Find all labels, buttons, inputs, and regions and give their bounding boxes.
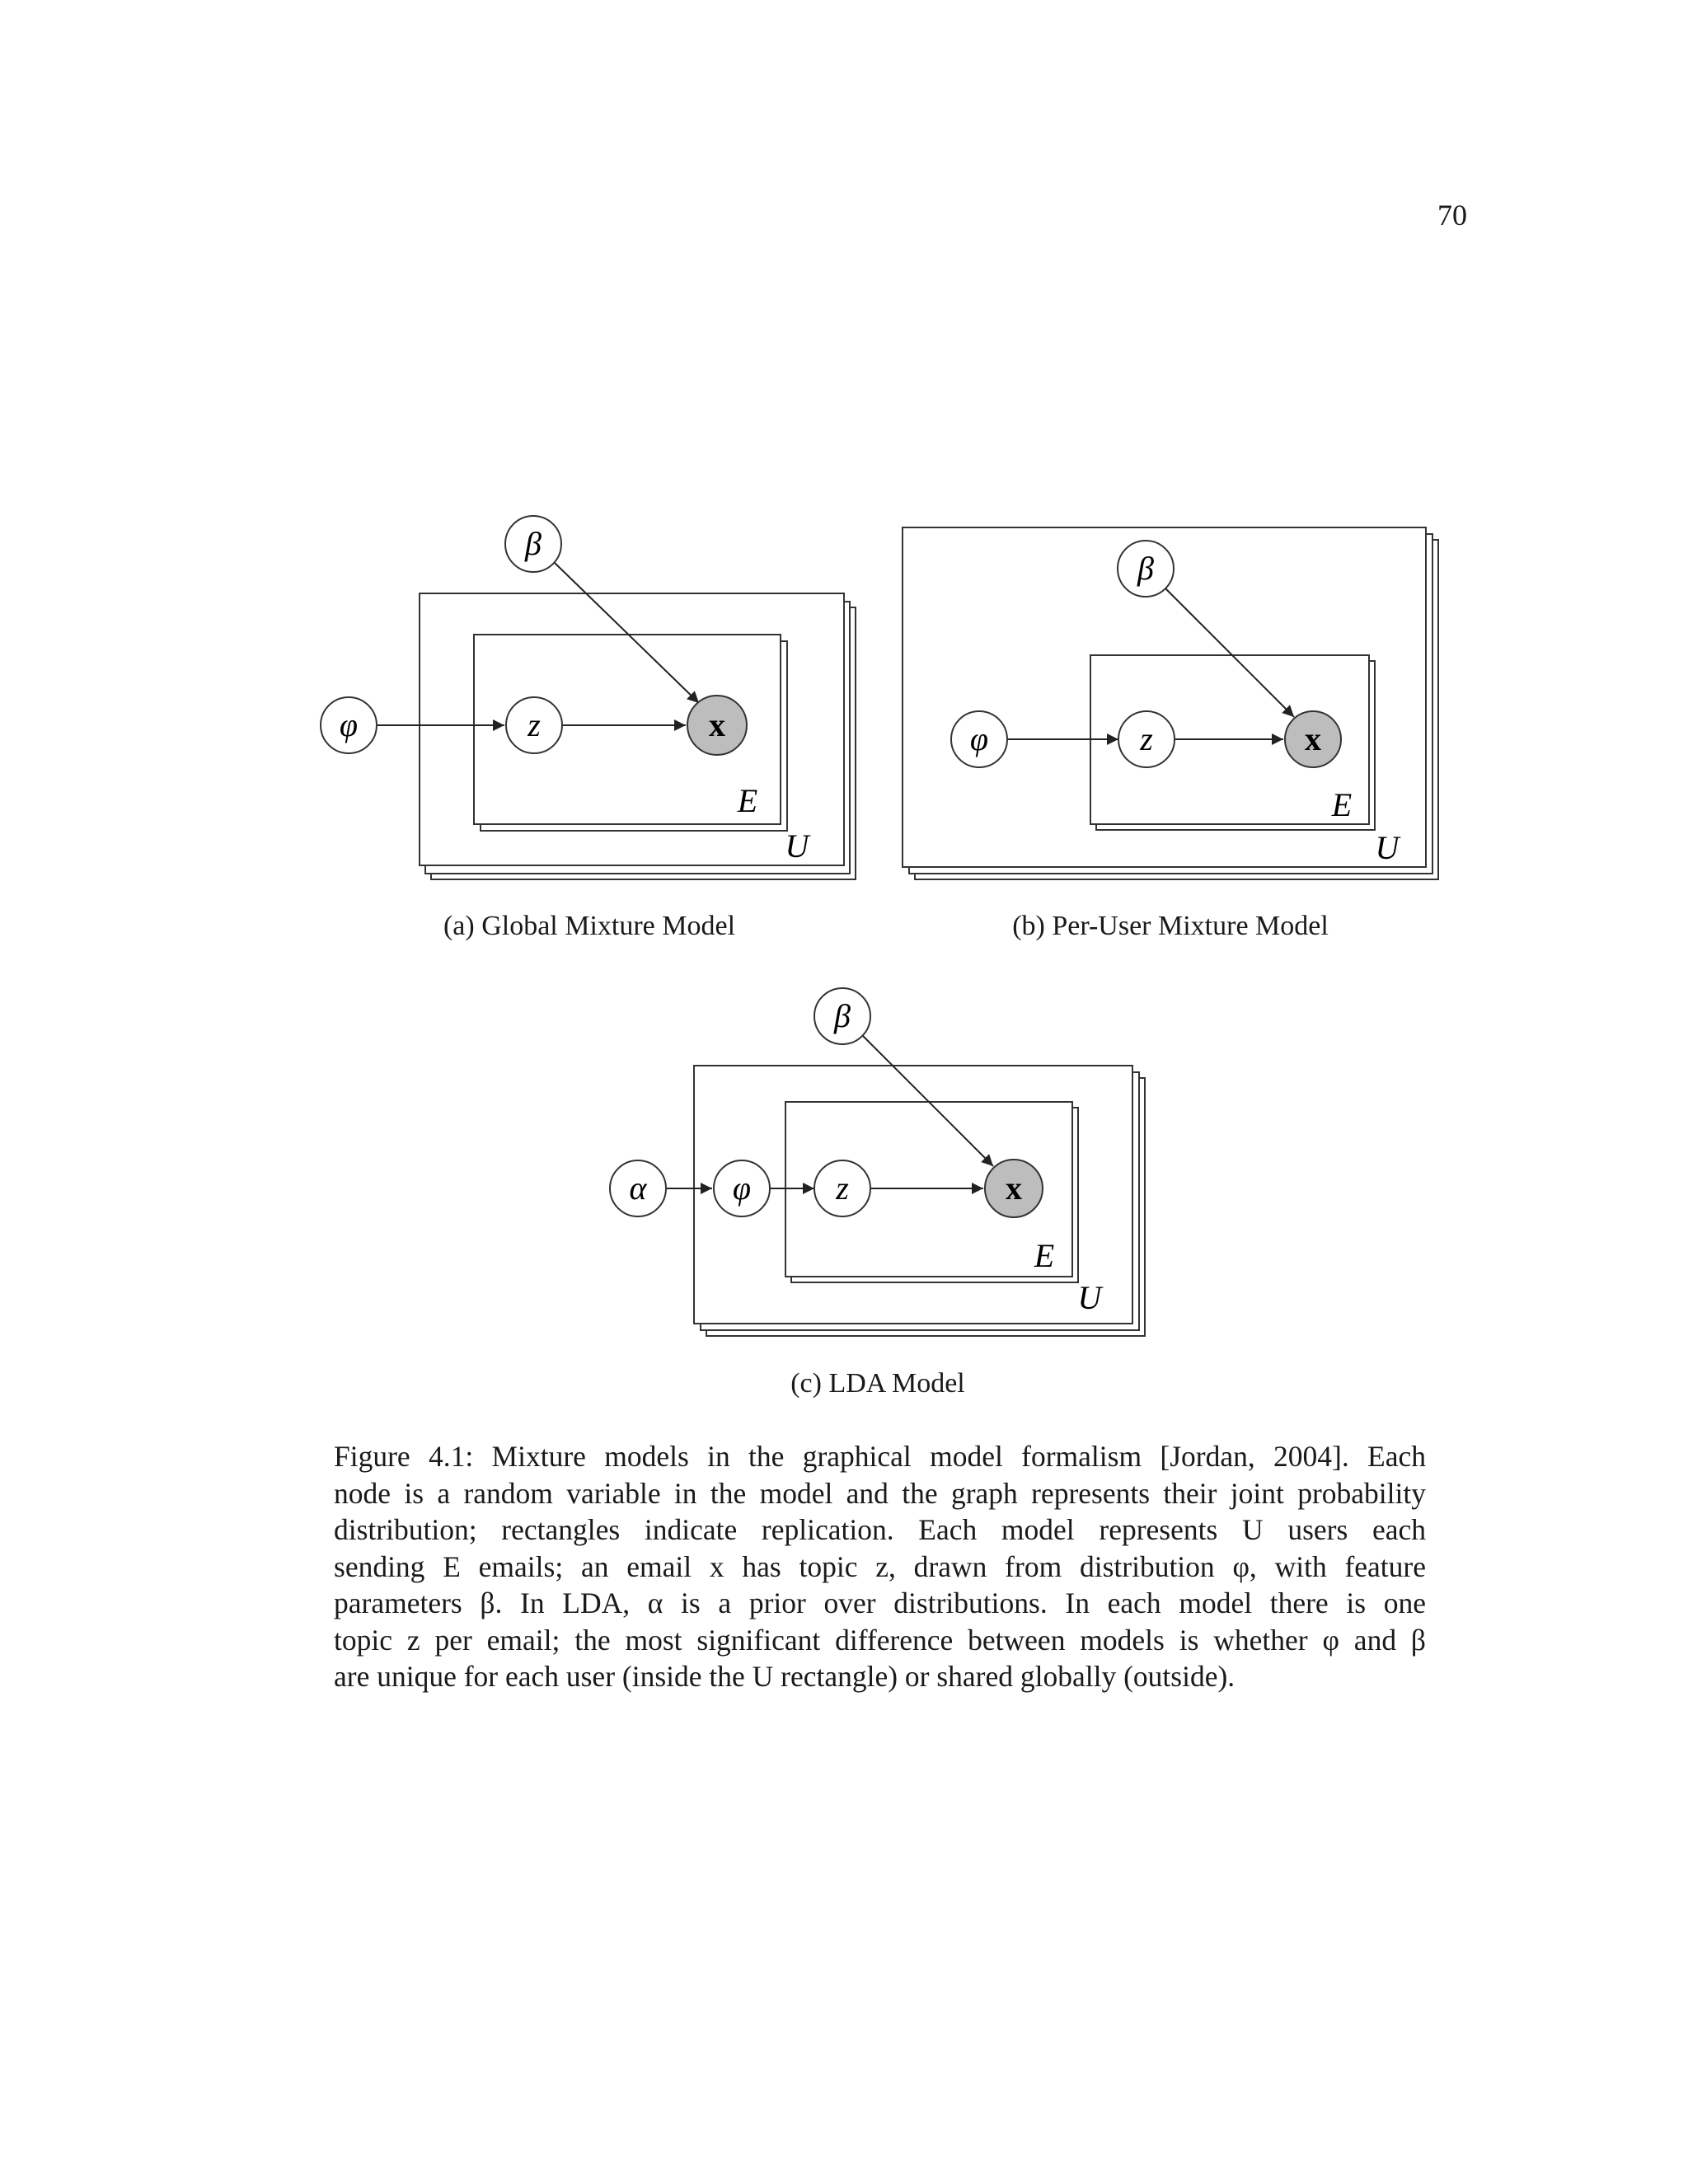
node-x-observed (985, 1160, 1043, 1217)
svg-text:α: α (629, 1169, 647, 1207)
figure-caption (334, 1438, 1426, 1695)
node-phi (951, 711, 1007, 767)
plate-label-e: E (1331, 786, 1353, 823)
caption-line: distribution; rectangles indicate replication. Each model represents U users each (334, 1513, 1426, 1546)
svg-text:β: β (525, 525, 542, 562)
svg-text:β: β (834, 997, 851, 1034)
caption-line: topic z per email; the most significant difference between models is whether φ and β (334, 1623, 1426, 1657)
node-x-observed (1285, 711, 1341, 767)
node-beta (505, 516, 561, 572)
node-x-observed (687, 696, 747, 755)
caption-line: parameters β. In LDA, α is a prior over distributions. In each model there is one (334, 1586, 1426, 1619)
plate-label-e: E (1034, 1237, 1055, 1274)
svg-text:x: x (1006, 1169, 1022, 1207)
plate-label-u: U (785, 827, 809, 865)
subcaption-c: (c) LDA Model (790, 1368, 965, 1399)
node-alpha (610, 1160, 666, 1216)
node-beta (814, 988, 870, 1044)
svg-text:β: β (1137, 550, 1154, 587)
node-z (506, 697, 562, 753)
diagram-per-user-mixture (890, 519, 1451, 890)
caption-line: are unique for each user (inside the U rectangle) or shared globally (outside). (334, 1660, 1236, 1693)
node-phi (321, 697, 377, 753)
plate-label-u: U (1375, 829, 1400, 866)
caption-line: sending E emails; an email x has topic z, drawn from distribution φ, with feature (334, 1549, 1426, 1583)
svg-text:φ: φ (969, 720, 989, 757)
node-z (814, 1160, 870, 1216)
svg-text:x: x (1305, 720, 1321, 757)
plate-label-u: U (1077, 1279, 1102, 1316)
diagram-lda (593, 981, 1162, 1343)
page-number: 70 (1437, 199, 1467, 232)
subcaption-a: (a) Global Mixture Model (443, 911, 736, 941)
node-beta (1118, 541, 1174, 597)
svg-text:z: z (836, 1169, 849, 1207)
node-z (1118, 711, 1175, 767)
plate-label-e: E (737, 782, 758, 819)
svg-text:φ: φ (339, 706, 359, 743)
svg-text:z: z (528, 706, 541, 743)
caption-line: node is a random variable in the model and the graph represents their joint probability (334, 1476, 1426, 1510)
svg-text:x: x (709, 706, 725, 743)
caption-line: Figure 4.1: Mixture models in the graphical model formalism [Jordan, 2004]. Each (334, 1440, 1426, 1473)
subcaption-b: (b) Per-User Mixture Model (1012, 911, 1329, 941)
node-phi (714, 1160, 770, 1216)
diagram-global-mixture (305, 503, 865, 890)
svg-text:z: z (1140, 720, 1153, 757)
svg-text:φ: φ (732, 1169, 752, 1207)
